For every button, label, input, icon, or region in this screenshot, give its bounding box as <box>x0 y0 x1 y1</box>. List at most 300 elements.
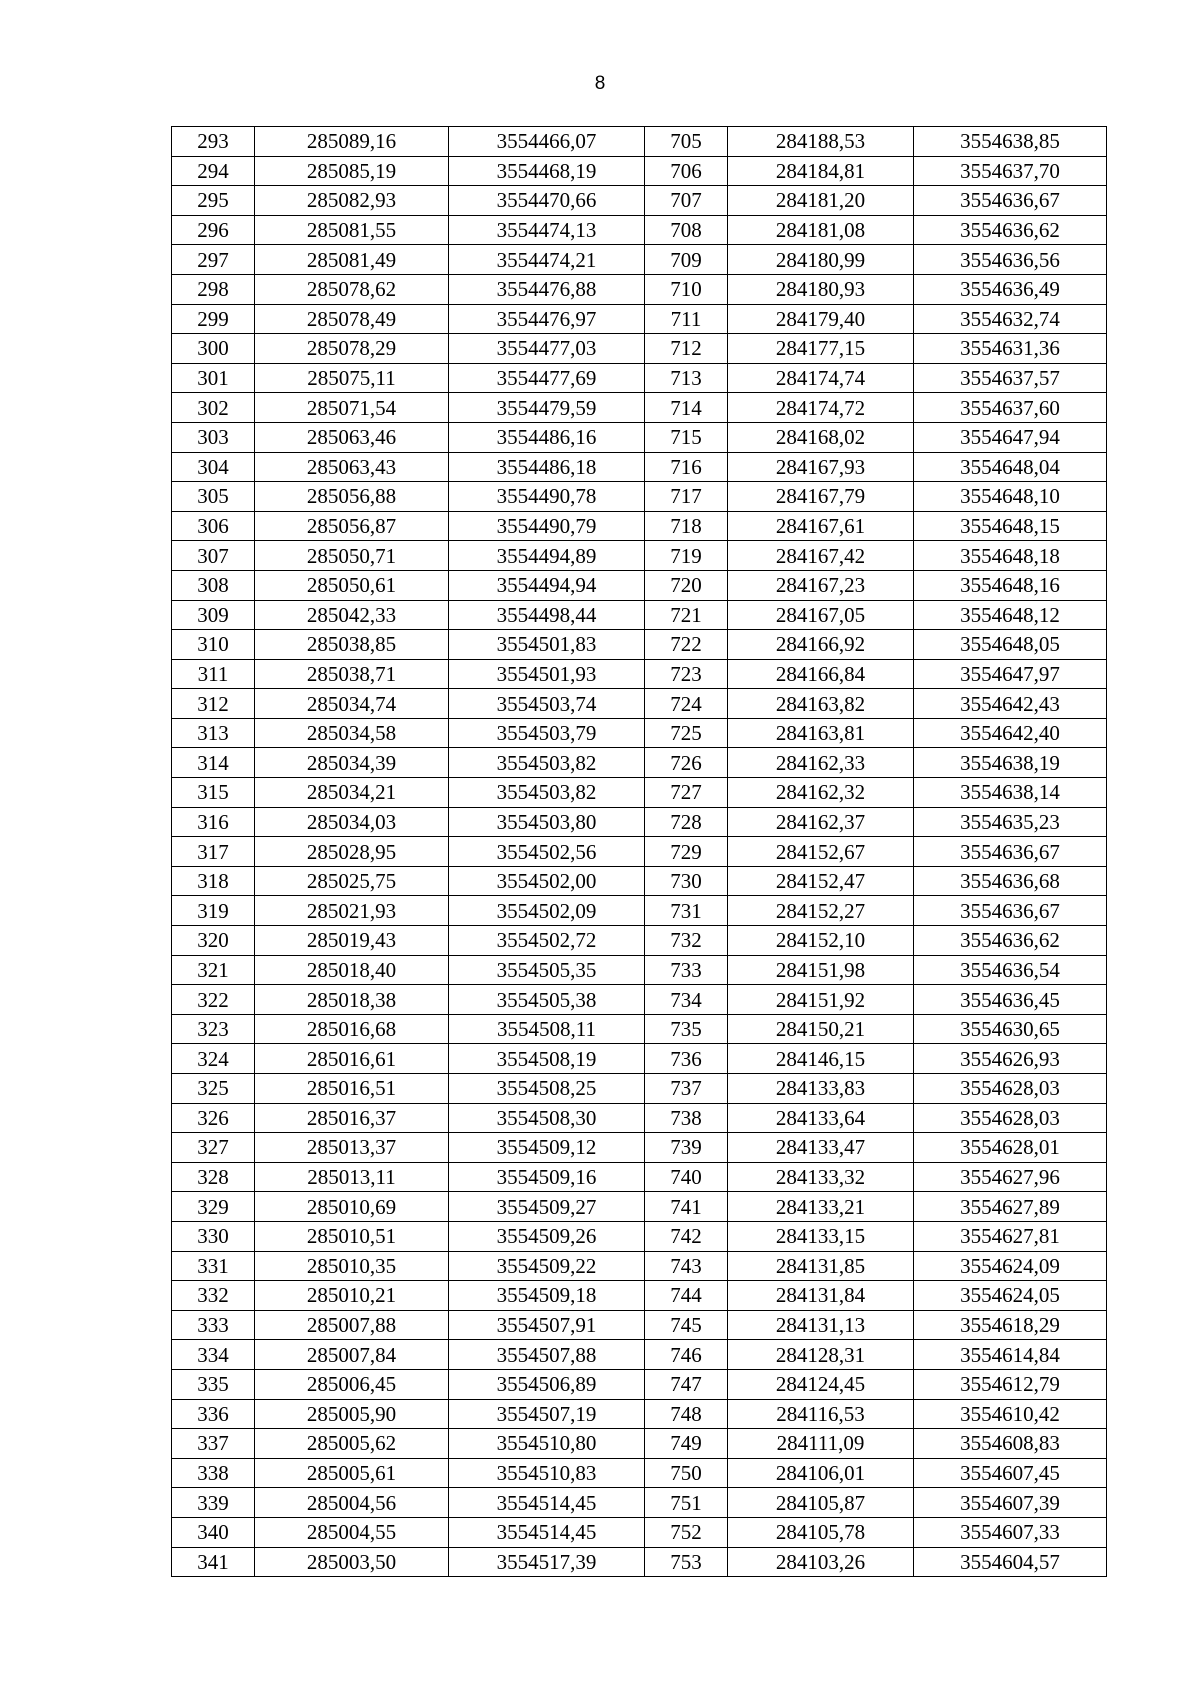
table-row <box>172 274 1107 304</box>
x-coordinate-cell: 285034,03 <box>255 807 449 837</box>
x-coordinate-cell: 285081,49 <box>255 245 449 275</box>
point-number-cell: 295 <box>172 186 255 216</box>
point-number-cell: 748 <box>645 1399 728 1429</box>
y-coordinate-cell: 3554608,83 <box>914 1429 1107 1459</box>
point-number-cell: 751 <box>645 1488 728 1518</box>
y-coordinate-cell: 3554486,18 <box>449 452 645 482</box>
coordinates-table-body <box>172 127 1107 1577</box>
table-row <box>172 422 1107 452</box>
point-number-cell: 311 <box>172 659 255 689</box>
y-coordinate-cell: 3554647,97 <box>914 659 1107 689</box>
y-coordinate-cell: 3554506,89 <box>449 1369 645 1399</box>
x-coordinate-cell: 284124,45 <box>728 1369 914 1399</box>
y-coordinate-cell: 3554648,16 <box>914 570 1107 600</box>
x-coordinate-cell: 285085,19 <box>255 156 449 186</box>
y-coordinate-cell: 3554514,45 <box>449 1517 645 1547</box>
table-row <box>172 866 1107 896</box>
y-coordinate-cell: 3554474,21 <box>449 245 645 275</box>
x-coordinate-cell: 284167,05 <box>728 600 914 630</box>
y-coordinate-cell: 3554490,79 <box>449 511 645 541</box>
point-number-cell: 336 <box>172 1399 255 1429</box>
y-coordinate-cell: 3554636,67 <box>914 186 1107 216</box>
x-coordinate-cell: 284133,83 <box>728 1074 914 1104</box>
y-coordinate-cell: 3554474,13 <box>449 215 645 245</box>
y-coordinate-cell: 3554626,93 <box>914 1044 1107 1074</box>
point-number-cell: 713 <box>645 363 728 393</box>
x-coordinate-cell: 284163,82 <box>728 689 914 719</box>
point-number-cell: 306 <box>172 511 255 541</box>
table-row <box>172 955 1107 985</box>
y-coordinate-cell: 3554510,83 <box>449 1458 645 1488</box>
x-coordinate-cell: 285007,88 <box>255 1310 449 1340</box>
table-row <box>172 304 1107 334</box>
table-row <box>172 1488 1107 1518</box>
point-number-cell: 721 <box>645 600 728 630</box>
point-number-cell: 328 <box>172 1162 255 1192</box>
x-coordinate-cell: 285078,29 <box>255 334 449 364</box>
y-coordinate-cell: 3554490,78 <box>449 482 645 512</box>
point-number-cell: 310 <box>172 630 255 660</box>
y-coordinate-cell: 3554607,39 <box>914 1488 1107 1518</box>
point-number-cell: 330 <box>172 1221 255 1251</box>
x-coordinate-cell: 285089,16 <box>255 127 449 157</box>
y-coordinate-cell: 3554517,39 <box>449 1547 645 1577</box>
x-coordinate-cell: 285034,39 <box>255 748 449 778</box>
point-number-cell: 746 <box>645 1340 728 1370</box>
y-coordinate-cell: 3554607,33 <box>914 1517 1107 1547</box>
point-number-cell: 301 <box>172 363 255 393</box>
point-number-cell: 335 <box>172 1369 255 1399</box>
table-row <box>172 1340 1107 1370</box>
x-coordinate-cell: 285050,71 <box>255 541 449 571</box>
x-coordinate-cell: 285016,37 <box>255 1103 449 1133</box>
y-coordinate-cell: 3554509,27 <box>449 1192 645 1222</box>
point-number-cell: 313 <box>172 718 255 748</box>
y-coordinate-cell: 3554494,89 <box>449 541 645 571</box>
point-number-cell: 722 <box>645 630 728 660</box>
point-number-cell: 325 <box>172 1074 255 1104</box>
x-coordinate-cell: 284181,08 <box>728 215 914 245</box>
y-coordinate-cell: 3554507,19 <box>449 1399 645 1429</box>
point-number-cell: 739 <box>645 1133 728 1163</box>
table-row <box>172 482 1107 512</box>
table-row <box>172 837 1107 867</box>
x-coordinate-cell: 284181,20 <box>728 186 914 216</box>
point-number-cell: 729 <box>645 837 728 867</box>
x-coordinate-cell: 285016,61 <box>255 1044 449 1074</box>
y-coordinate-cell: 3554624,09 <box>914 1251 1107 1281</box>
x-coordinate-cell: 285034,74 <box>255 689 449 719</box>
point-number-cell: 717 <box>645 482 728 512</box>
table-row <box>172 452 1107 482</box>
point-number-cell: 715 <box>645 422 728 452</box>
y-coordinate-cell: 3554648,12 <box>914 600 1107 630</box>
y-coordinate-cell: 3554604,57 <box>914 1547 1107 1577</box>
x-coordinate-cell: 285019,43 <box>255 926 449 956</box>
x-coordinate-cell: 284162,37 <box>728 807 914 837</box>
x-coordinate-cell: 285063,43 <box>255 452 449 482</box>
point-number-cell: 333 <box>172 1310 255 1340</box>
x-coordinate-cell: 284174,74 <box>728 363 914 393</box>
y-coordinate-cell: 3554508,11 <box>449 1014 645 1044</box>
x-coordinate-cell: 285013,37 <box>255 1133 449 1163</box>
x-coordinate-cell: 284177,15 <box>728 334 914 364</box>
point-number-cell: 708 <box>645 215 728 245</box>
point-number-cell: 707 <box>645 186 728 216</box>
x-coordinate-cell: 285028,95 <box>255 837 449 867</box>
point-number-cell: 316 <box>172 807 255 837</box>
point-number-cell: 329 <box>172 1192 255 1222</box>
point-number-cell: 298 <box>172 274 255 304</box>
point-number-cell: 323 <box>172 1014 255 1044</box>
x-coordinate-cell: 285010,51 <box>255 1221 449 1251</box>
y-coordinate-cell: 3554476,97 <box>449 304 645 334</box>
table-row <box>172 541 1107 571</box>
point-number-cell: 743 <box>645 1251 728 1281</box>
y-coordinate-cell: 3554498,44 <box>449 600 645 630</box>
y-coordinate-cell: 3554632,74 <box>914 304 1107 334</box>
x-coordinate-cell: 285006,45 <box>255 1369 449 1399</box>
table-row <box>172 718 1107 748</box>
x-coordinate-cell: 285078,62 <box>255 274 449 304</box>
y-coordinate-cell: 3554503,82 <box>449 748 645 778</box>
y-coordinate-cell: 3554647,94 <box>914 422 1107 452</box>
point-number-cell: 297 <box>172 245 255 275</box>
x-coordinate-cell: 284111,09 <box>728 1429 914 1459</box>
point-number-cell: 732 <box>645 926 728 956</box>
x-coordinate-cell: 284151,92 <box>728 985 914 1015</box>
y-coordinate-cell: 3554503,80 <box>449 807 645 837</box>
x-coordinate-cell: 285018,40 <box>255 955 449 985</box>
y-coordinate-cell: 3554631,36 <box>914 334 1107 364</box>
y-coordinate-cell: 3554509,22 <box>449 1251 645 1281</box>
y-coordinate-cell: 3554636,45 <box>914 985 1107 1015</box>
point-number-cell: 324 <box>172 1044 255 1074</box>
x-coordinate-cell: 284162,33 <box>728 748 914 778</box>
point-number-cell: 334 <box>172 1340 255 1370</box>
y-coordinate-cell: 3554636,49 <box>914 274 1107 304</box>
y-coordinate-cell: 3554648,10 <box>914 482 1107 512</box>
table-row <box>172 659 1107 689</box>
y-coordinate-cell: 3554466,07 <box>449 127 645 157</box>
y-coordinate-cell: 3554614,84 <box>914 1340 1107 1370</box>
table-row <box>172 1192 1107 1222</box>
point-number-cell: 309 <box>172 600 255 630</box>
x-coordinate-cell: 284133,32 <box>728 1162 914 1192</box>
x-coordinate-cell: 285004,56 <box>255 1488 449 1518</box>
table-row <box>172 1399 1107 1429</box>
table-row <box>172 1429 1107 1459</box>
table-row <box>172 630 1107 660</box>
x-coordinate-cell: 284184,81 <box>728 156 914 186</box>
y-coordinate-cell: 3554494,94 <box>449 570 645 600</box>
point-number-cell: 312 <box>172 689 255 719</box>
y-coordinate-cell: 3554628,01 <box>914 1133 1107 1163</box>
point-number-cell: 318 <box>172 866 255 896</box>
point-number-cell: 735 <box>645 1014 728 1044</box>
y-coordinate-cell: 3554503,79 <box>449 718 645 748</box>
x-coordinate-cell: 284152,10 <box>728 926 914 956</box>
point-number-cell: 326 <box>172 1103 255 1133</box>
table-row <box>172 1074 1107 1104</box>
table-row <box>172 1014 1107 1044</box>
x-coordinate-cell: 284150,21 <box>728 1014 914 1044</box>
point-number-cell: 716 <box>645 452 728 482</box>
y-coordinate-cell: 3554468,19 <box>449 156 645 186</box>
point-number-cell: 340 <box>172 1517 255 1547</box>
point-number-cell: 305 <box>172 482 255 512</box>
point-number-cell: 315 <box>172 778 255 808</box>
y-coordinate-cell: 3554502,56 <box>449 837 645 867</box>
x-coordinate-cell: 285038,71 <box>255 659 449 689</box>
table-row <box>172 778 1107 808</box>
x-coordinate-cell: 285016,68 <box>255 1014 449 1044</box>
table-row <box>172 1251 1107 1281</box>
point-number-cell: 304 <box>172 452 255 482</box>
point-number-cell: 714 <box>645 393 728 423</box>
y-coordinate-cell: 3554648,04 <box>914 452 1107 482</box>
x-coordinate-cell: 285025,75 <box>255 866 449 896</box>
y-coordinate-cell: 3554501,93 <box>449 659 645 689</box>
point-number-cell: 730 <box>645 866 728 896</box>
x-coordinate-cell: 284179,40 <box>728 304 914 334</box>
point-number-cell: 299 <box>172 304 255 334</box>
table-row <box>172 926 1107 956</box>
y-coordinate-cell: 3554502,09 <box>449 896 645 926</box>
y-coordinate-cell: 3554501,83 <box>449 630 645 660</box>
table-row <box>172 600 1107 630</box>
y-coordinate-cell: 3554502,00 <box>449 866 645 896</box>
point-number-cell: 740 <box>645 1162 728 1192</box>
y-coordinate-cell: 3554648,18 <box>914 541 1107 571</box>
point-number-cell: 320 <box>172 926 255 956</box>
table-row <box>172 985 1107 1015</box>
point-number-cell: 726 <box>645 748 728 778</box>
y-coordinate-cell: 3554509,12 <box>449 1133 645 1163</box>
y-coordinate-cell: 3554505,38 <box>449 985 645 1015</box>
y-coordinate-cell: 3554505,35 <box>449 955 645 985</box>
point-number-cell: 719 <box>645 541 728 571</box>
y-coordinate-cell: 3554503,74 <box>449 689 645 719</box>
y-coordinate-cell: 3554648,05 <box>914 630 1107 660</box>
point-number-cell: 307 <box>172 541 255 571</box>
table-row <box>172 1547 1107 1577</box>
table-row <box>172 156 1107 186</box>
point-number-cell: 724 <box>645 689 728 719</box>
x-coordinate-cell: 284103,26 <box>728 1547 914 1577</box>
y-coordinate-cell: 3554628,03 <box>914 1103 1107 1133</box>
point-number-cell: 736 <box>645 1044 728 1074</box>
table-row <box>172 1369 1107 1399</box>
x-coordinate-cell: 285004,55 <box>255 1517 449 1547</box>
table-row <box>172 1044 1107 1074</box>
x-coordinate-cell: 284180,99 <box>728 245 914 275</box>
point-number-cell: 710 <box>645 274 728 304</box>
x-coordinate-cell: 284152,67 <box>728 837 914 867</box>
point-number-cell: 752 <box>645 1517 728 1547</box>
point-number-cell: 332 <box>172 1281 255 1311</box>
point-number-cell: 341 <box>172 1547 255 1577</box>
point-number-cell: 744 <box>645 1281 728 1311</box>
x-coordinate-cell: 284166,84 <box>728 659 914 689</box>
y-coordinate-cell: 3554607,45 <box>914 1458 1107 1488</box>
x-coordinate-cell: 284131,13 <box>728 1310 914 1340</box>
table-row <box>172 1103 1107 1133</box>
table-row <box>172 215 1107 245</box>
x-coordinate-cell: 284166,92 <box>728 630 914 660</box>
point-number-cell: 741 <box>645 1192 728 1222</box>
point-number-cell: 742 <box>645 1221 728 1251</box>
table-row <box>172 1458 1107 1488</box>
y-coordinate-cell: 3554509,26 <box>449 1221 645 1251</box>
y-coordinate-cell: 3554648,15 <box>914 511 1107 541</box>
point-number-cell: 294 <box>172 156 255 186</box>
x-coordinate-cell: 285050,61 <box>255 570 449 600</box>
x-coordinate-cell: 284133,47 <box>728 1133 914 1163</box>
y-coordinate-cell: 3554636,67 <box>914 896 1107 926</box>
x-coordinate-cell: 285038,85 <box>255 630 449 660</box>
x-coordinate-cell: 285042,33 <box>255 600 449 630</box>
x-coordinate-cell: 285082,93 <box>255 186 449 216</box>
y-coordinate-cell: 3554630,65 <box>914 1014 1107 1044</box>
point-number-cell: 737 <box>645 1074 728 1104</box>
table-row <box>172 896 1107 926</box>
point-number-cell: 337 <box>172 1429 255 1459</box>
y-coordinate-cell: 3554509,16 <box>449 1162 645 1192</box>
x-coordinate-cell: 284174,72 <box>728 393 914 423</box>
x-coordinate-cell: 284162,32 <box>728 778 914 808</box>
x-coordinate-cell: 284167,93 <box>728 452 914 482</box>
point-number-cell: 300 <box>172 334 255 364</box>
x-coordinate-cell: 284133,15 <box>728 1221 914 1251</box>
x-coordinate-cell: 285071,54 <box>255 393 449 423</box>
x-coordinate-cell: 284131,85 <box>728 1251 914 1281</box>
y-coordinate-cell: 3554502,72 <box>449 926 645 956</box>
table-row <box>172 245 1107 275</box>
x-coordinate-cell: 284133,64 <box>728 1103 914 1133</box>
y-coordinate-cell: 3554508,25 <box>449 1074 645 1104</box>
x-coordinate-cell: 284167,61 <box>728 511 914 541</box>
point-number-cell: 319 <box>172 896 255 926</box>
x-coordinate-cell: 285056,88 <box>255 482 449 512</box>
y-coordinate-cell: 3554508,19 <box>449 1044 645 1074</box>
point-number-cell: 339 <box>172 1488 255 1518</box>
y-coordinate-cell: 3554627,81 <box>914 1221 1107 1251</box>
x-coordinate-cell: 284106,01 <box>728 1458 914 1488</box>
point-number-cell: 314 <box>172 748 255 778</box>
table-row <box>172 1162 1107 1192</box>
x-coordinate-cell: 284133,21 <box>728 1192 914 1222</box>
y-coordinate-cell: 3554627,96 <box>914 1162 1107 1192</box>
x-coordinate-cell: 285034,58 <box>255 718 449 748</box>
table-row <box>172 689 1107 719</box>
x-coordinate-cell: 285013,11 <box>255 1162 449 1192</box>
table-row <box>172 363 1107 393</box>
x-coordinate-cell: 284146,15 <box>728 1044 914 1074</box>
x-coordinate-cell: 285021,93 <box>255 896 449 926</box>
point-number-cell: 711 <box>645 304 728 334</box>
y-coordinate-cell: 3554638,14 <box>914 778 1107 808</box>
y-coordinate-cell: 3554642,40 <box>914 718 1107 748</box>
point-number-cell: 734 <box>645 985 728 1015</box>
point-number-cell: 725 <box>645 718 728 748</box>
y-coordinate-cell: 3554509,18 <box>449 1281 645 1311</box>
y-coordinate-cell: 3554627,89 <box>914 1192 1107 1222</box>
point-number-cell: 749 <box>645 1429 728 1459</box>
y-coordinate-cell: 3554503,82 <box>449 778 645 808</box>
x-coordinate-cell: 285010,21 <box>255 1281 449 1311</box>
x-coordinate-cell: 285007,84 <box>255 1340 449 1370</box>
y-coordinate-cell: 3554636,62 <box>914 215 1107 245</box>
y-coordinate-cell: 3554628,03 <box>914 1074 1107 1104</box>
x-coordinate-cell: 285010,69 <box>255 1192 449 1222</box>
point-number-cell: 745 <box>645 1310 728 1340</box>
x-coordinate-cell: 284167,42 <box>728 541 914 571</box>
point-number-cell: 733 <box>645 955 728 985</box>
y-coordinate-cell: 3554476,88 <box>449 274 645 304</box>
point-number-cell: 308 <box>172 570 255 600</box>
x-coordinate-cell: 285034,21 <box>255 778 449 808</box>
x-coordinate-cell: 285016,51 <box>255 1074 449 1104</box>
y-coordinate-cell: 3554636,54 <box>914 955 1107 985</box>
table-row <box>172 570 1107 600</box>
x-coordinate-cell: 284167,79 <box>728 482 914 512</box>
y-coordinate-cell: 3554637,60 <box>914 393 1107 423</box>
y-coordinate-cell: 3554510,80 <box>449 1429 645 1459</box>
y-coordinate-cell: 3554479,59 <box>449 393 645 423</box>
x-coordinate-cell: 284152,47 <box>728 866 914 896</box>
y-coordinate-cell: 3554507,91 <box>449 1310 645 1340</box>
table-row <box>172 127 1107 157</box>
y-coordinate-cell: 3554618,29 <box>914 1310 1107 1340</box>
y-coordinate-cell: 3554514,45 <box>449 1488 645 1518</box>
y-coordinate-cell: 3554637,70 <box>914 156 1107 186</box>
point-number-cell: 705 <box>645 127 728 157</box>
y-coordinate-cell: 3554624,05 <box>914 1281 1107 1311</box>
table-row <box>172 1310 1107 1340</box>
table-row <box>172 1221 1107 1251</box>
x-coordinate-cell: 284128,31 <box>728 1340 914 1370</box>
point-number-cell: 322 <box>172 985 255 1015</box>
y-coordinate-cell: 3554610,42 <box>914 1399 1107 1429</box>
y-coordinate-cell: 3554636,56 <box>914 245 1107 275</box>
point-number-cell: 302 <box>172 393 255 423</box>
y-coordinate-cell: 3554638,85 <box>914 127 1107 157</box>
point-number-cell: 303 <box>172 422 255 452</box>
x-coordinate-cell: 285063,46 <box>255 422 449 452</box>
y-coordinate-cell: 3554636,62 <box>914 926 1107 956</box>
y-coordinate-cell: 3554486,16 <box>449 422 645 452</box>
point-number-cell: 747 <box>645 1369 728 1399</box>
y-coordinate-cell: 3554638,19 <box>914 748 1107 778</box>
point-number-cell: 738 <box>645 1103 728 1133</box>
table-row <box>172 1517 1107 1547</box>
y-coordinate-cell: 3554636,68 <box>914 866 1107 896</box>
point-number-cell: 321 <box>172 955 255 985</box>
table-row <box>172 511 1107 541</box>
point-number-cell: 718 <box>645 511 728 541</box>
page-number: 8 <box>594 73 606 94</box>
point-number-cell: 706 <box>645 156 728 186</box>
y-coordinate-cell: 3554635,23 <box>914 807 1107 837</box>
table-row <box>172 1281 1107 1311</box>
y-coordinate-cell: 3554477,69 <box>449 363 645 393</box>
x-coordinate-cell: 284131,84 <box>728 1281 914 1311</box>
point-number-cell: 296 <box>172 215 255 245</box>
table-row <box>172 186 1107 216</box>
point-number-cell: 720 <box>645 570 728 600</box>
y-coordinate-cell: 3554612,79 <box>914 1369 1107 1399</box>
